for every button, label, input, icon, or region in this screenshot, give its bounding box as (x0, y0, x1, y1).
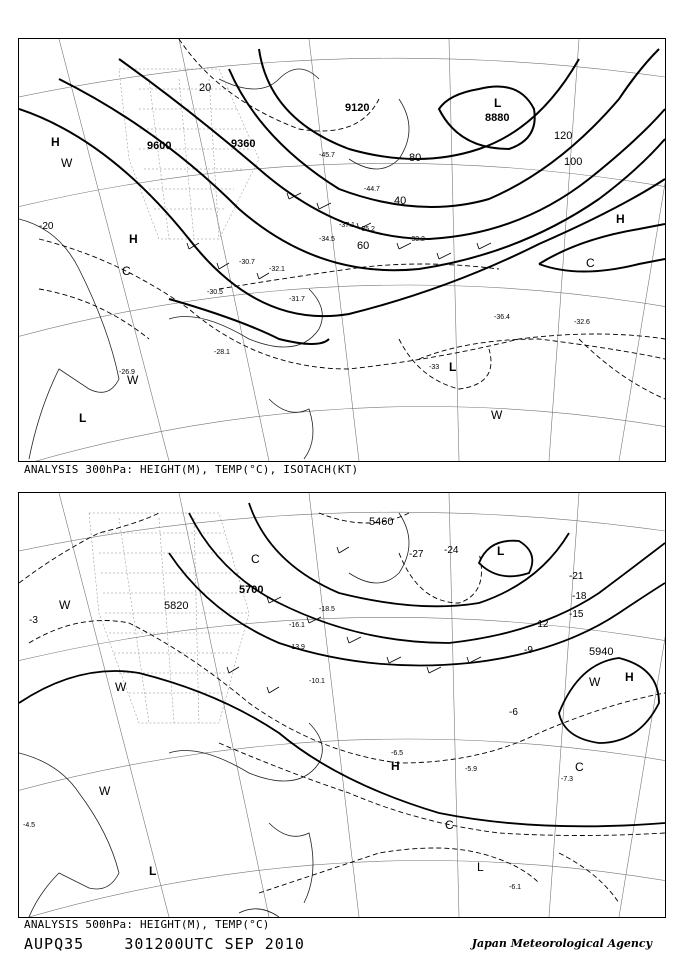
temp-label: -24 (444, 545, 459, 556)
cold-marker: C (251, 552, 260, 566)
temp-label: -21 (569, 571, 584, 582)
low-marker: L (79, 411, 87, 425)
temp-label: -20 (39, 221, 54, 232)
isotach-label: 120 (554, 130, 573, 142)
temp-label: -10.1 (309, 678, 325, 685)
temp-label: -6 (509, 707, 518, 718)
warm-marker: W (61, 156, 73, 170)
isotach-label: 20 (199, 82, 212, 94)
graticule (19, 39, 665, 461)
wind-barbs (227, 547, 481, 693)
warm-marker: W (115, 680, 127, 694)
map-300hpa (18, 38, 666, 462)
temp-label: -16.1 (289, 622, 305, 629)
temp-label: -5.9 (465, 766, 478, 773)
temp-label: -13.9 (289, 644, 305, 651)
temp-label: -18.5 (319, 606, 335, 613)
warm-marker: W (491, 408, 503, 422)
temp-label: -15 (569, 609, 584, 620)
hatch-area (119, 69, 259, 239)
isotach-label: 40 (394, 195, 407, 207)
temp-label: -33 (429, 364, 440, 371)
temp-label: -31.7 (289, 296, 305, 303)
warm-marker: W (59, 598, 71, 612)
temp-label: -9 (524, 645, 533, 656)
height-label: 5940 (589, 646, 614, 658)
high-marker: H (51, 135, 60, 149)
height-labels (164, 516, 613, 658)
low-marker: L (449, 360, 457, 374)
warm-marker: W (127, 373, 139, 387)
height-label: 8880 (485, 112, 510, 124)
temp-label: -27 (409, 549, 424, 560)
temp-label: -32.1 (269, 266, 285, 273)
hatch-area (89, 513, 249, 723)
height-label: 5460 (369, 516, 394, 528)
isotach-label: 80 (409, 152, 422, 164)
low-marker: L (477, 860, 484, 874)
high-marker: H (616, 212, 625, 226)
coastlines (19, 513, 409, 917)
warm-marker: W (589, 675, 601, 689)
temp-label: -7.3 (561, 776, 574, 783)
temp-label: -26.9 (119, 369, 135, 376)
temp-label: -3 (29, 615, 38, 626)
high-marker: H (391, 759, 400, 773)
temp-label: -37.1 (339, 222, 355, 229)
chart-id: AUPQ35 (24, 935, 85, 953)
height-label: 5700 (239, 584, 264, 596)
temp-label: -4.5 (23, 822, 36, 829)
temp-label: -36.4 (494, 314, 510, 321)
low-marker: L (497, 544, 505, 558)
temp-label: -18 (572, 591, 587, 602)
map-500hpa (18, 492, 666, 918)
temp-label: -34.5 (319, 236, 335, 243)
cold-marker: C (575, 760, 584, 774)
temp-label: -33.2 (409, 236, 425, 243)
agency-name: Japan Meteorological Agency (471, 937, 652, 950)
isotach-label: 100 (564, 156, 583, 168)
temp-label: -32.6 (574, 319, 590, 326)
height-label: 9600 (147, 140, 172, 152)
height-label: 5820 (164, 600, 189, 612)
caption-500hpa: ANALYSIS 500hPa: HEIGHT(M), TEMP(°C) (24, 918, 270, 931)
temp-labels (23, 545, 587, 891)
cold-marker: C (586, 256, 595, 270)
low-marker: L (149, 864, 157, 878)
height-label: 9120 (345, 102, 370, 114)
temp-label: -30.7 (239, 259, 255, 266)
map-500hpa-canvas (19, 493, 665, 917)
temp-contours (39, 39, 665, 399)
isotach-label: 60 (357, 240, 370, 252)
map-300hpa-canvas (19, 39, 665, 461)
temp-label: -28.1 (214, 349, 230, 356)
chart-datetime: 301200UTC SEP 2010 (124, 935, 305, 953)
temp-label: -6.1 (509, 884, 522, 891)
cold-marker: C (122, 264, 131, 278)
temp-label: -6.5 (391, 750, 404, 757)
temp-label: -44.7 (364, 186, 380, 193)
coastlines (19, 69, 409, 459)
cold-marker: C (445, 818, 454, 832)
temp-label: -30.5 (207, 289, 223, 296)
low-marker: L (494, 96, 502, 110)
high-marker: H (129, 232, 138, 246)
caption-300hpa: ANALYSIS 300hPa: HEIGHT(M), TEMP(°C), ISOTACH(KT) (24, 463, 359, 476)
high-marker: H (625, 670, 634, 684)
temp-label: -35.2 (359, 226, 375, 233)
temp-label: -12 (534, 619, 549, 630)
warm-marker: W (99, 784, 111, 798)
height-label: 9360 (231, 138, 256, 150)
chart-code (24, 935, 305, 953)
graticule (19, 493, 665, 917)
temp-label: -45.7 (319, 152, 335, 159)
